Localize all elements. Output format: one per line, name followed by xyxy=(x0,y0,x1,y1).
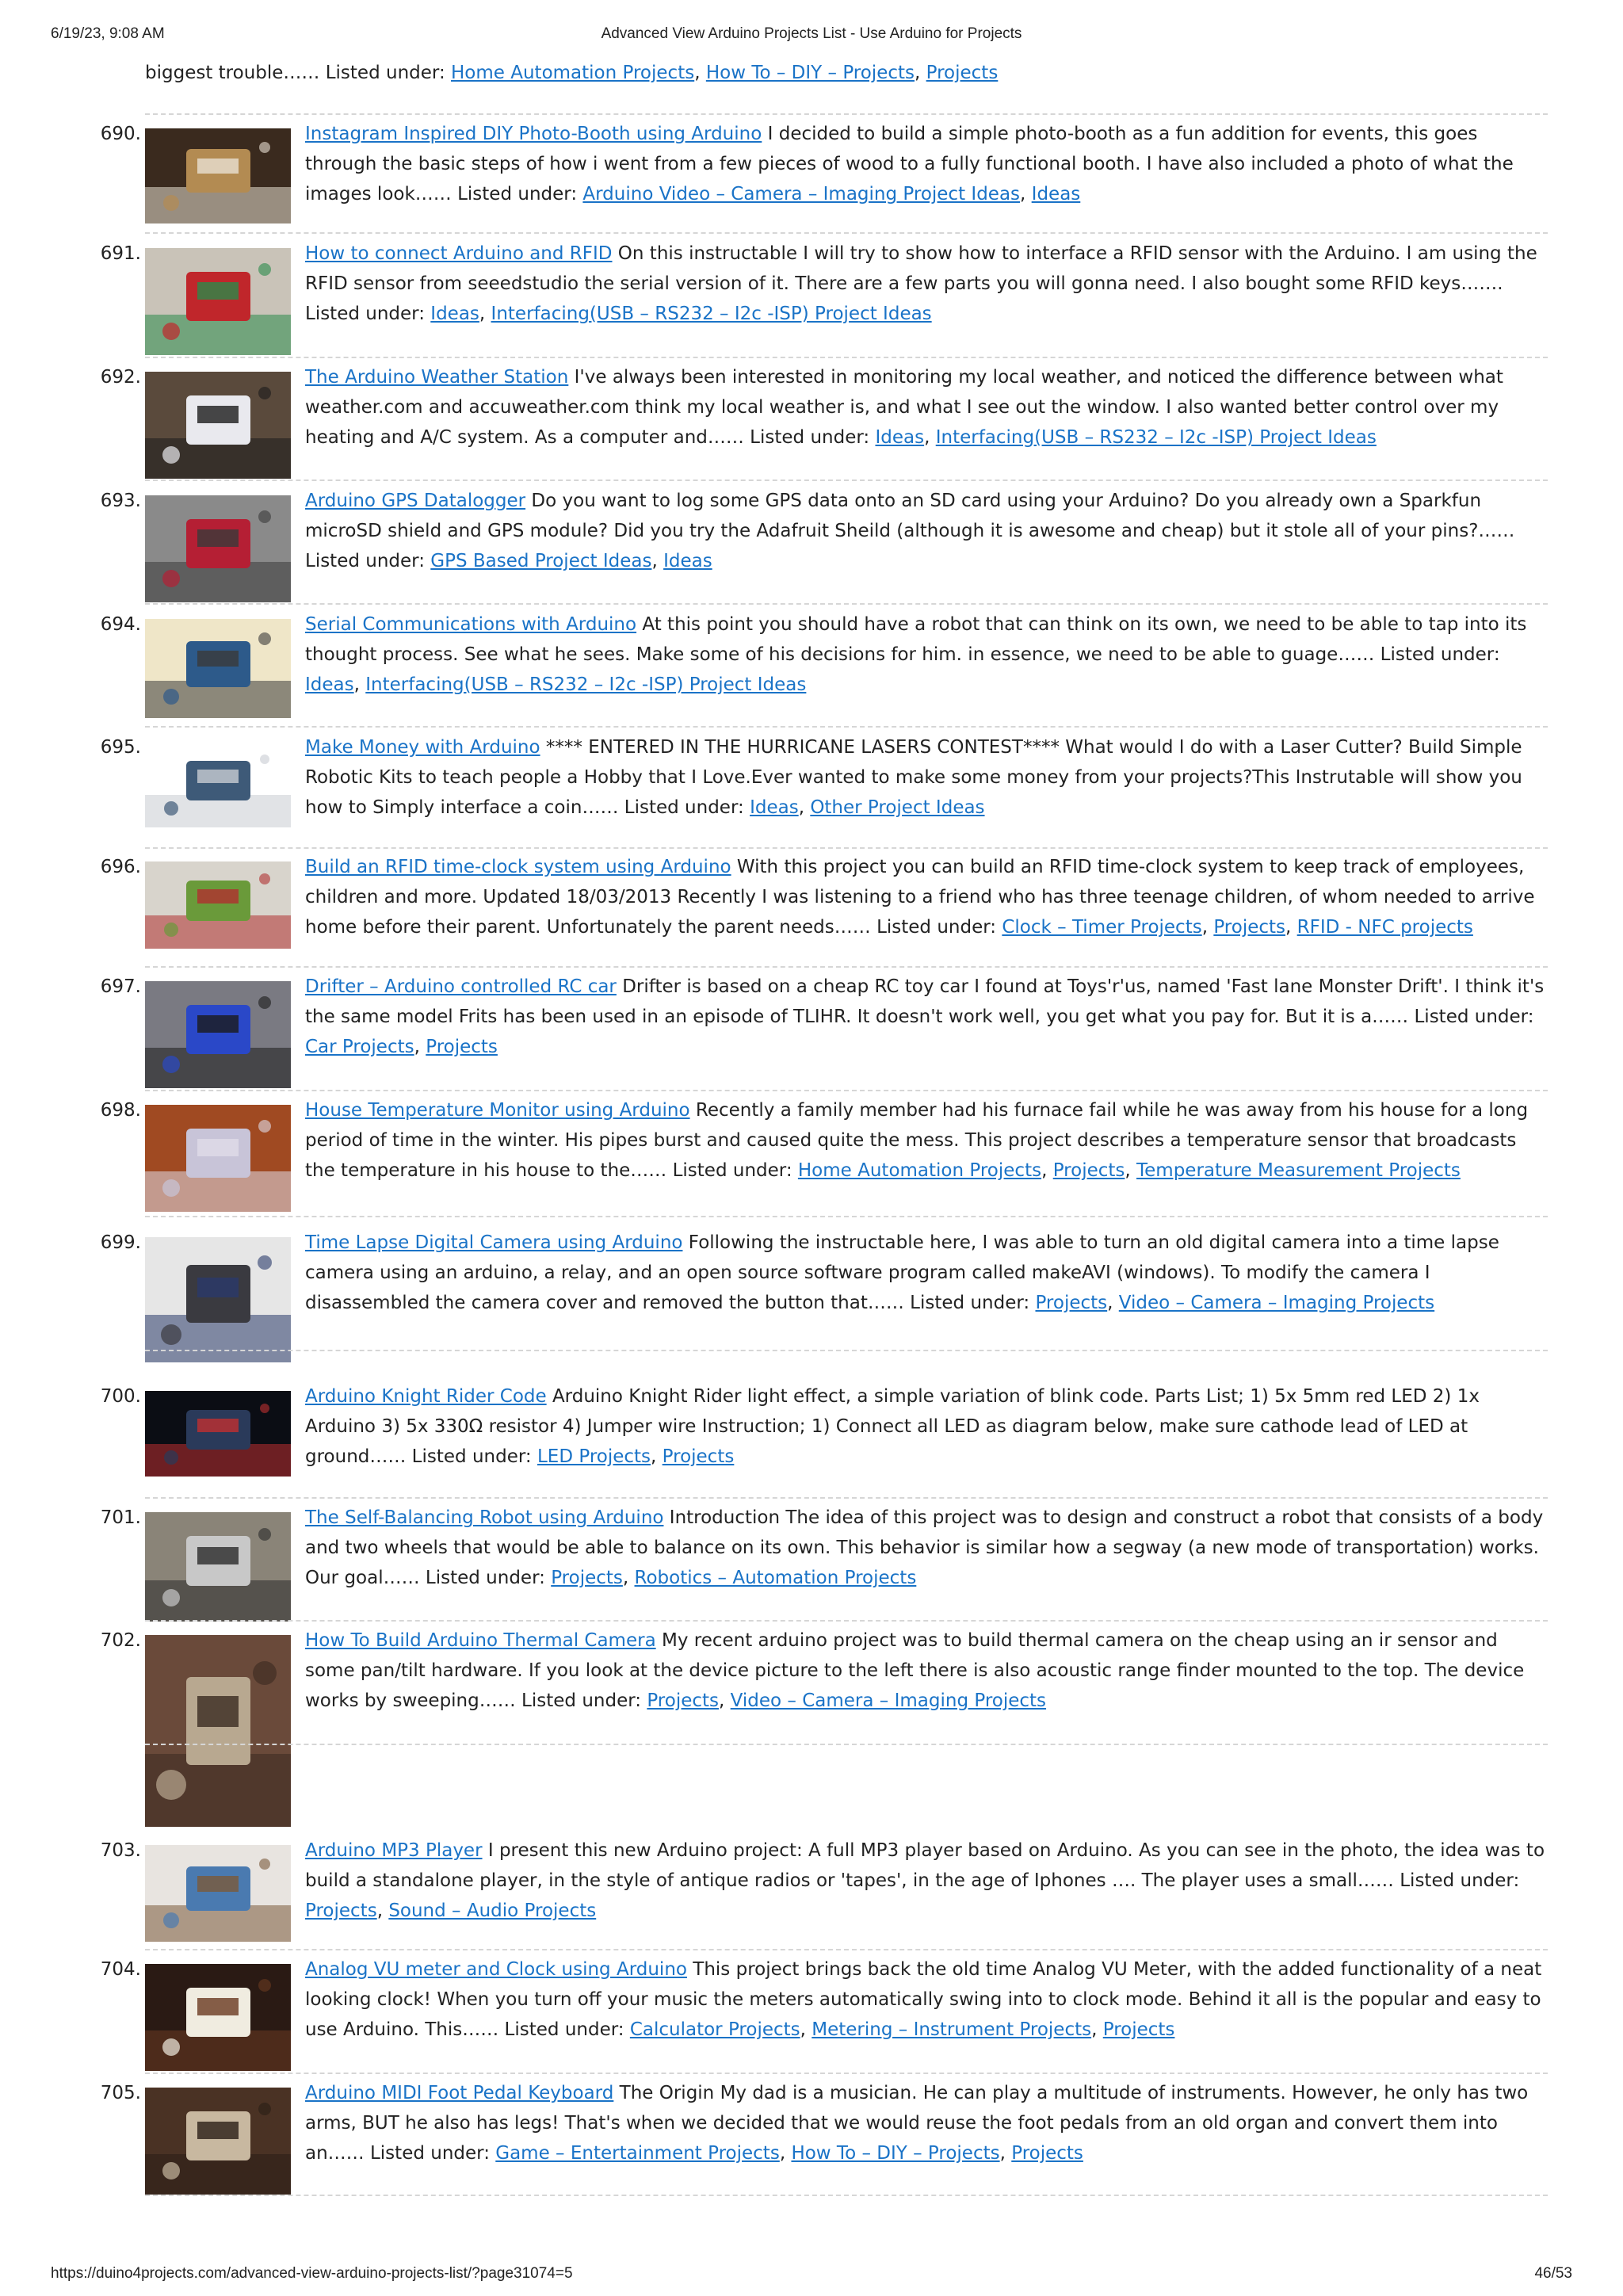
project-title-link[interactable]: Serial Communications with Arduino xyxy=(305,614,637,635)
category-link[interactable]: Arduino Video – Camera – Imaging Project Ideas xyxy=(582,184,1021,204)
project-description: Introduction The idea of this project was to design and construct a robot that consists of a body and two wheels that would be able to balance on its own. This behavior is similar how a segway (a new mode of transportation) works. Our goal…… Listed under: xyxy=(305,1507,1544,1588)
entry-text: The Self-Balancing Robot using Arduino Introduction The idea of this project was to design and construct a robot that consists of a body and two wheels that would be able to balance on its own. This behavior is similar how a segway (a new mode of transportation) works. Our goal…… Listed under: Projects, Robotics – Automation Projects xyxy=(305,1507,1544,1588)
entry-number: 704. xyxy=(100,1959,141,1980)
entry-text: Arduino Knight Rider Code Arduino Knight Rider light effect, a simple variation of blink code. Parts List; 1) 5x 5mm red LED 2) 1x Arduino 3) 5x 330Ω resistor 4) Jumper wire Instruction; 1) Connect all LED as diagram below, make sure cathode lead of LED at ground…… Listed under: LED Projects, Projects xyxy=(305,1386,1480,1467)
project-description: I present this new Arduino project: A full MP3 player based on Arduino. As you can see in the photo, the idea was to build a standalone player, in the style of antique radios or 'tapes', in the age of Iphones …. The player uses a small…… Listed under: xyxy=(305,1840,1545,1891)
entry-separator xyxy=(145,1216,1548,1217)
entry-separator xyxy=(145,2195,1548,2196)
category-link[interactable]: Ideas xyxy=(305,674,354,695)
entry-number: 691. xyxy=(100,243,141,264)
entry-separator xyxy=(145,1620,1548,1622)
weather-station-thumbnail-icon[interactable] xyxy=(145,372,291,479)
serial-bluetooth-thumbnail-icon[interactable] xyxy=(145,619,291,718)
entry-separator xyxy=(145,113,1548,115)
entry-separator xyxy=(145,232,1548,234)
category-link[interactable]: Projects xyxy=(305,1901,377,1921)
project-title-link[interactable]: Arduino MIDI Foot Pedal Keyboard xyxy=(305,2083,614,2103)
project-description: The Origin My dad is a musician. He can play a multitude of instruments. However, he only has two arms, BUT he also has legs! That's when we decided that we would reuse the foot pedals from an old organ and convert them into an…… Listed under: xyxy=(305,2083,1529,2164)
project-title-link[interactable]: Build an RFID time-clock system using Arduino xyxy=(305,857,731,877)
entry-separator xyxy=(145,1497,1548,1499)
print-date: 6/19/23, 9:08 AM xyxy=(51,25,165,42)
project-description: I decided to build a simple photo-booth as a fun addition for events, this goes through the basic steps of how i went from a few pieces of wood to a fully functional booth. I have also included a photo of what the images look…… Listed under: xyxy=(305,124,1514,204)
entry-text: Build an RFID time-clock system using Arduino With this project you can build an RFID time-clock system to keep track of employees, children and more. Updated 18/03/2013 Recently I was listening to a friend who has three teenage children, of whom needed to arrive home before their parent. Unfortunately the parent needs…… Listed under: Clock – Timer Projects, Projects, RFID - NFC projects xyxy=(305,857,1535,938)
print-header xyxy=(0,25,1623,49)
category-link[interactable]: Projects xyxy=(1011,2143,1083,2164)
category-link[interactable]: GPS Based Project Ideas xyxy=(430,551,652,571)
category-link[interactable]: Ideas xyxy=(875,427,925,448)
entry-separator xyxy=(145,726,1548,728)
entry-number: 705. xyxy=(100,2083,141,2103)
entry-number: 694. xyxy=(100,614,141,635)
entry-number: 693. xyxy=(100,491,141,511)
project-description: With this project you can build an RFID time-clock system to keep track of employees, children and more. Updated 18/03/2013 Recently I was listening to a friend who has three teenage children, of whom needed to arrive home before their parent. Unfortunately the parent needs…… Listed under: xyxy=(305,857,1535,938)
entry-text: Instagram Inspired DIY Photo-Booth using Arduino I decided to build a simple photo-booth as a fun addition for events, this goes through the basic steps of how i went from a few pieces of wood to a fully functional booth. I have also included a photo of what the images look…… Listed under: Arduino Video – Camera – Imaging Project Ideas, Ideas xyxy=(305,124,1514,204)
category-link[interactable]: Projects xyxy=(647,1690,720,1711)
category-link[interactable]: Projects xyxy=(1213,917,1286,938)
mp3-player-thumbnail-icon[interactable] xyxy=(145,1845,291,1942)
entry-text: Drifter – Arduino controlled RC car Drifter is based on a cheap RC toy car I found at Toys'r'us, named 'Fast lane Monster Drift'. I think it's the same model Frits has been used in an episode of TLIHR. It doesn't work well, you get what you pay for. But it is a…… Listed under: Car Projects, Projects xyxy=(305,976,1545,1057)
project-description: My recent arduino project was to build thermal camera on the cheap using an ir sensor and some pan/tilt hardware. If you look at the device picture to the left there is also acoustic range finder mounted to the top. The device works by sweeping…… Listed under: xyxy=(305,1630,1525,1711)
category-link[interactable]: Ideas xyxy=(750,797,799,818)
entry-number: 696. xyxy=(100,857,141,877)
entry-number: 698. xyxy=(100,1100,141,1121)
rfid-thumbnail-icon[interactable] xyxy=(145,248,291,355)
entry-text: Serial Communications with Arduino At this point you should have a robot that can think on its own, we need to be able to tap into its thought process. See what he sees. Make some of his decisions for him. in essence, we need to be able to guage…… Listed under: Ideas, Interfacing(USB – RS232 – I2c -ISP) Project Ideas xyxy=(305,614,1527,695)
entry-text: Make Money with Arduino **** ENTERED IN THE HURRICANE LASERS CONTEST**** What would I do with a Laser Cutter? Build Simple Robotic Kits to teach people a Hobby that I Love.Ever wanted to make some money from your projects?This Instrutable will show you how to Simply interface a coin…… Listed under: Ideas, Other Project Ideas xyxy=(305,737,1522,818)
category-link[interactable]: Sound – Audio Projects xyxy=(388,1901,597,1921)
project-title-link[interactable]: Analog VU meter and Clock using Arduino xyxy=(305,1959,687,1980)
entry-text: Analog VU meter and Clock using Arduino This project brings back the old time Analog VU Meter, with the added functionality of a neat looking clock! When you turn off your music the meters automatically swing into to clock mode. Behind it all is the popular and easy to use Arduino. This…… Listed under: Calculator Projects, Metering – Instrument Projects, Projects xyxy=(305,1959,1542,2040)
entry-text: Arduino MIDI Foot Pedal Keyboard The Origin My dad is a musician. He can play a multitude of instruments. However, he only has two arms, BUT he also has legs! That's when we decided that we would reuse the foot pedals from an old organ and convert them into an…… Listed under: Game – Entertainment Projects, How To – DIY – Projects, Projects xyxy=(305,2083,1529,2164)
project-title-link[interactable]: How to connect Arduino and RFID xyxy=(305,243,613,264)
category-link[interactable]: Projects xyxy=(1035,1293,1108,1313)
project-title-link[interactable]: Make Money with Arduino xyxy=(305,737,540,758)
project-title-link[interactable]: House Temperature Monitor using Arduino xyxy=(305,1100,690,1121)
print-url: https://duino4projects.com/advanced-view-arduino-projects-list/?page31074=5 xyxy=(51,2265,573,2282)
print-title: Advanced View Arduino Projects List - Use Arduino for Projects xyxy=(601,25,1022,42)
entry-number: 700. xyxy=(100,1386,141,1407)
project-description: Following the instructable here, I was able to turn an old digital camera into a time lapse camera using an arduino, a relay, and an open source software program called makeAVI (windows). To modify the camera I disassembled the camera cover and removed the button that…… Listed under: xyxy=(305,1232,1499,1313)
entry-separator xyxy=(145,966,1548,968)
entry-separator xyxy=(145,603,1548,605)
entry-separator xyxy=(145,1090,1548,1091)
category-link[interactable]: Projects xyxy=(662,1446,735,1467)
temperature-monitor-thumbnail-icon[interactable] xyxy=(145,1105,291,1212)
category-link[interactable]: Interfacing(USB – RS232 – I2c -ISP) Project Ideas xyxy=(365,674,807,695)
entry-separator xyxy=(145,847,1548,849)
entry-separator xyxy=(145,1350,1548,1351)
category-link[interactable]: Temperature Measurement Projects xyxy=(1136,1160,1461,1181)
category-link[interactable]: Interfacing(USB – RS232 – I2c -ISP) Project Ideas xyxy=(935,427,1377,448)
project-description: I've always been interested in monitoring my local weather, and noticed the difference between what weather.com and accuweather.com think my local weather is, and what I see out the window. I also wanted better control over my heating and A/C system. As a computer and…… Listed under: xyxy=(305,367,1503,448)
category-link[interactable]: Projects xyxy=(1052,1160,1125,1181)
thermal-camera-thumbnail-icon[interactable] xyxy=(145,1635,291,1827)
project-title-link[interactable]: The Arduino Weather Station xyxy=(305,367,569,388)
project-description: **** ENTERED IN THE HURRICANE LASERS CONTEST**** What would I do with a Laser Cutter? Build Simple Robotic Kits to teach people a Hobby that I Love.Ever wanted to make some money from your projects?This Instrutable will show you how to Simply interface a coin…… Listed under: xyxy=(305,737,1522,818)
category-link[interactable]: Ideas xyxy=(1031,184,1081,204)
entry-number: 703. xyxy=(100,1840,141,1861)
category-link[interactable]: Car Projects xyxy=(305,1037,414,1057)
coin-acceptor-thumbnail-icon[interactable] xyxy=(145,742,291,827)
project-title-link[interactable]: How To Build Arduino Thermal Camera xyxy=(305,1630,656,1651)
vu-meter-thumbnail-icon[interactable] xyxy=(145,1964,291,2071)
category-link[interactable]: Ideas xyxy=(430,304,479,324)
category-link[interactable]: Ideas xyxy=(663,551,712,571)
category-link[interactable]: Clock – Timer Projects xyxy=(1002,917,1202,938)
entry-text: Arduino GPS Datalogger Do you want to log some GPS data onto an SD card using your Arduino? Do you already own a Sparkfun microSD shield and GPS module? Did you try the Adafruit Sheild (although it is awesome and cheap) but it stole all of your pins?…… Listed under: GPS Based Project Ideas, Ideas xyxy=(305,491,1515,571)
project-title-link[interactable]: The Self-Balancing Robot using Arduino xyxy=(305,1507,664,1528)
project-description: Drifter is based on a cheap RC toy car I found at Toys'r'us, named 'Fast lane Monster Drift'. I think it's the same model Frits has been used in an episode of TLIHR. It doesn't work well, you get what you pay for. But it is a…… Listed under: xyxy=(305,976,1545,1027)
project-description: Recently a family member had his furnace fail while he was away from his house for a long period of time in the winter. His pipes burst and caused quite the mess. This project describes a temperature sensor that broadcasts the temperature in his house to the…… Listed under: xyxy=(305,1100,1529,1181)
entry-separator xyxy=(145,1949,1548,1950)
category-link[interactable]: Projects xyxy=(1102,2019,1175,2040)
rfid-time-clock-thumbnail-icon[interactable] xyxy=(145,861,291,949)
entry-number: 699. xyxy=(100,1232,141,1253)
project-description: Do you want to log some GPS data onto an SD card using your Arduino? Do you already own a Sparkfun microSD shield and GPS module? Did you try the Adafruit Sheild (although it is awesome and cheap) but it stole all of your pins?…… Listed under: xyxy=(305,491,1515,571)
category-link[interactable]: LED Projects xyxy=(537,1446,651,1467)
entry-number: 692. xyxy=(100,367,141,388)
entry-text: The Arduino Weather Station I've always been interested in monitoring my local weather, and noticed the difference between what weather.com and accuweather.com think my local weather is, and what I see out the window. I also wanted better control over my heating and A/C system. As a computer and…… Listed under: Ideas, Interfacing(USB – RS232 – I2c -ISP) Project Ideas xyxy=(305,367,1503,448)
entry-number: 702. xyxy=(100,1630,141,1651)
entry-text: House Temperature Monitor using Arduino Recently a family member had his furnace fail while he was away from his house for a long period of time in the winter. His pipes burst and caused quite the mess. This project describes a temperature sensor that broadcasts the temperature in his house to the…… Listed under: Home Automation Projects, Projects, Temperature Measurement Projects xyxy=(305,1100,1529,1181)
project-title-link[interactable]: Arduino MP3 Player xyxy=(305,1840,483,1861)
page-number: 46/53 xyxy=(1534,2265,1572,2282)
category-link[interactable]: Home Automation Projects xyxy=(451,63,695,83)
project-title-link[interactable]: Arduino GPS Datalogger xyxy=(305,491,526,511)
project-title-link[interactable]: Arduino Knight Rider Code xyxy=(305,1386,547,1407)
entry-number: 695. xyxy=(100,737,141,758)
project-title-link[interactable]: Drifter – Arduino controlled RC car xyxy=(305,976,617,997)
category-link[interactable]: RFID - NFC projects xyxy=(1296,917,1473,938)
project-description: At this point you should have a robot that can think on its own, we need to be able to tap into its thought process. See what he sees. Make some of his decisions for him. in essence, we need to be able to guage…… Listed under: xyxy=(305,614,1527,665)
category-link[interactable]: Game – Entertainment Projects xyxy=(495,2143,780,2164)
gps-datalogger-thumbnail-icon[interactable] xyxy=(145,495,291,602)
category-link[interactable]: Interfacing(USB – RS232 – I2c -ISP) Project Ideas xyxy=(491,304,932,324)
project-title-link[interactable]: Instagram Inspired DIY Photo-Booth using Arduino xyxy=(305,124,762,144)
category-link[interactable]: Metering – Instrument Projects xyxy=(812,2019,1092,2040)
entry-number: 701. xyxy=(100,1507,141,1528)
project-title-link[interactable]: Time Lapse Digital Camera using Arduino xyxy=(305,1232,683,1253)
entry-number: 690. xyxy=(100,124,141,144)
print-footer xyxy=(0,2265,1623,2289)
entry-separator xyxy=(145,357,1548,358)
entry-text: How to connect Arduino and RFID On this instructable I will try to show how to interface a RFID sensor with the Arduino. I am using the RFID sensor from seeedstudio the serial version of it. There are a few parts you will gonna need. I also bought some RFID keys……. Listed under: Ideas, Interfacing(USB – RS232 – I2c -ISP) Project Ideas xyxy=(305,243,1537,324)
category-link[interactable]: Robotics – Automation Projects xyxy=(634,1568,917,1588)
entry-text: Time Lapse Digital Camera using Arduino Following the instructable here, I was able to turn an old digital camera into a time lapse camera using an arduino, a relay, and an open source software program called makeAVI (windows). To modify the camera I disassembled the camera cover and removed the button that…… Listed under: Projects, Video – Camera – Imaging Projects xyxy=(305,1232,1499,1313)
entry-text: How To Build Arduino Thermal Camera My recent arduino project was to build thermal camera on the cheap using an ir sensor and some pan/tilt hardware. If you look at the device picture to the left there is also acoustic range finder mounted to the top. The device works by sweeping…… Listed under: Projects, Video – Camera – Imaging Projects xyxy=(305,1630,1525,1711)
entry-separator xyxy=(145,479,1548,481)
category-link[interactable]: Calculator Projects xyxy=(629,2019,800,2040)
entry-separator xyxy=(145,2073,1548,2074)
project-description: Arduino Knight Rider light effect, a simple variation of blink code. Parts List; 1) 5x 5mm red LED 2) 1x Arduino 3) 5x 330Ω resistor 4) Jumper wire Instruction; 1) Connect all LED as diagram below, make sure cathode lead of LED at ground…… Listed under: xyxy=(305,1386,1480,1467)
project-description: This project brings back the old time Analog VU Meter, with the added functionality of a neat looking clock! When you turn off your music the meters automatically swing into to clock mode. Behind it all is the popular and easy to use Arduino. This…… Listed under: xyxy=(305,1959,1542,2040)
photo-booth-thumbnail-icon[interactable] xyxy=(145,128,291,223)
lead-continuation: biggest trouble…… Listed under: Home Automation Projects, How To – DIY – Projects, Projects xyxy=(145,63,999,83)
knight-rider-thumbnail-icon[interactable] xyxy=(145,1391,291,1477)
time-lapse-camera-thumbnail-icon[interactable] xyxy=(145,1237,291,1362)
entry-number: 697. xyxy=(100,976,141,997)
project-description: On this instructable I will try to show how to interface a RFID sensor with the Arduino. I am using the RFID sensor from seeedstudio the serial version of it. There are a few parts you will gonna need. I also bought some RFID keys……. Listed under: xyxy=(305,243,1537,324)
lead-text: biggest trouble…… Listed under: xyxy=(145,63,452,83)
category-link[interactable]: How To – DIY – Projects xyxy=(791,2143,1000,2164)
category-link[interactable]: Projects xyxy=(426,1037,498,1057)
category-link[interactable]: Home Automation Projects xyxy=(797,1160,1042,1181)
category-link[interactable]: Video – Camera – Imaging Projects xyxy=(1118,1293,1435,1313)
category-link[interactable]: How To – DIY – Projects xyxy=(705,63,915,83)
category-link[interactable]: Projects xyxy=(926,63,999,83)
entry-text: Arduino MP3 Player I present this new Arduino project: A full MP3 player based on Arduino. As you can see in the photo, the idea was to build a standalone player, in the style of antique radios or 'tapes', in the age of Iphones …. The player uses a small…… Listed under: Projects, Sound – Audio Projects xyxy=(305,1840,1545,1921)
self-balancing-robot-thumbnail-icon[interactable] xyxy=(145,1512,291,1622)
rc-car-thumbnail-icon[interactable] xyxy=(145,981,291,1088)
category-link[interactable]: Projects xyxy=(551,1568,623,1588)
category-link[interactable]: Video – Camera – Imaging Projects xyxy=(730,1690,1047,1711)
midi-pedal-thumbnail-icon[interactable] xyxy=(145,2088,291,2195)
category-link[interactable]: Other Project Ideas xyxy=(810,797,985,818)
entry-separator xyxy=(145,1744,1548,1745)
